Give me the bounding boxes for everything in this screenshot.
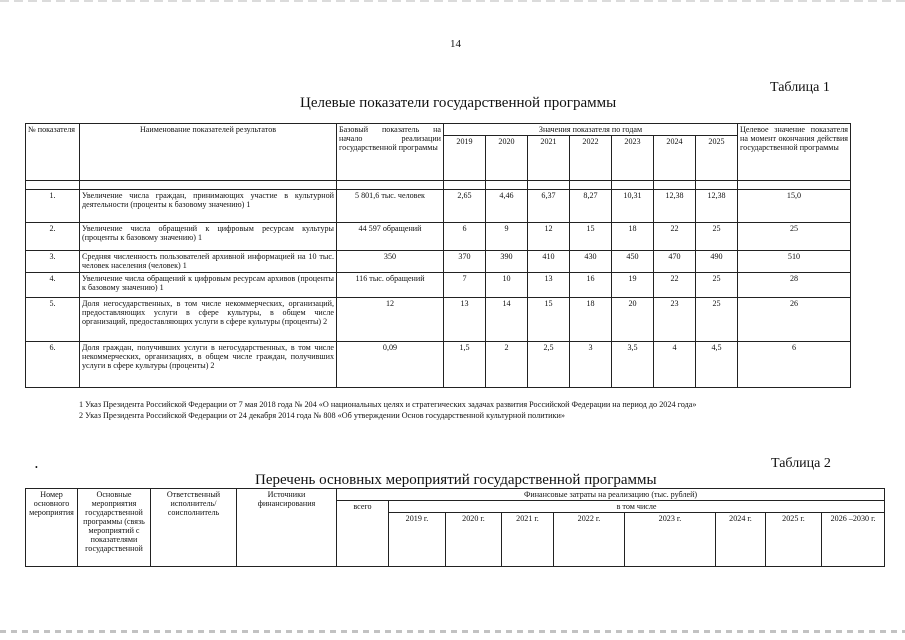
row-value: 410 xyxy=(528,250,570,272)
header-year: 2023 xyxy=(612,136,654,181)
row-target: 25 xyxy=(738,222,851,250)
column-number xyxy=(444,180,486,189)
table-row xyxy=(26,190,851,222)
t2-header-executor: Ответственный исполнитель/соисполнитель xyxy=(151,489,237,567)
header-target: Целевое значение показателя на момент окончания действия государственной программы xyxy=(738,124,851,181)
row-value: 2,5 xyxy=(528,342,570,388)
row-value: 8,27 xyxy=(570,190,612,222)
row-base: 0,09 xyxy=(337,342,444,388)
t2-header-year: 2025 г. xyxy=(766,513,822,567)
row-value: 12,38 xyxy=(696,190,738,222)
bullet-mark: • xyxy=(35,463,38,472)
row-value: 23 xyxy=(654,297,696,342)
row-value: 19 xyxy=(612,273,654,297)
row-value: 25 xyxy=(696,222,738,250)
header-num: № показателя xyxy=(26,124,80,181)
header-values-group: Значения показателя по годам xyxy=(444,124,738,136)
column-number xyxy=(654,180,696,189)
row-name: Средняя численность пользователей архивной информацией на 10 тыс. человек населения (человек) 1 xyxy=(80,250,337,272)
row-value: 15 xyxy=(570,222,612,250)
t2-header-measures: Основные мероприятия государственной программы (связь мероприятий с показателями государственной xyxy=(78,489,151,567)
scan-bottom-edge xyxy=(0,630,905,633)
row-target: 15,0 xyxy=(738,190,851,222)
row-num: 5. xyxy=(26,297,80,342)
column-number xyxy=(486,180,528,189)
table-row xyxy=(26,222,851,250)
t2-header-year: 2024 г. xyxy=(716,513,766,567)
row-value: 13 xyxy=(528,273,570,297)
row-base: 12 xyxy=(337,297,444,342)
row-value: 430 xyxy=(570,250,612,272)
header-year: 2025 xyxy=(696,136,738,181)
main-measures-table xyxy=(25,488,885,567)
row-value: 2,65 xyxy=(444,190,486,222)
t2-header-including: в том числе xyxy=(389,501,885,513)
t2-header-num: Номер основного мероприятия xyxy=(26,489,78,567)
row-value: 490 xyxy=(696,250,738,272)
row-value: 3,5 xyxy=(612,342,654,388)
row-value: 450 xyxy=(612,250,654,272)
row-value: 12 xyxy=(528,222,570,250)
t2-header-year: 2023 г. xyxy=(625,513,716,567)
row-value: 15 xyxy=(528,297,570,342)
row-name: Увеличение числа граждан, принимающих участие в культурной деятельности (проценты к базовому значению) 1 xyxy=(80,190,337,222)
t2-header-year: 2022 г. xyxy=(554,513,625,567)
header-base: Базовый показатель на начало реализации государственной программы xyxy=(337,124,444,181)
row-value: 9 xyxy=(486,222,528,250)
header-year: 2022 xyxy=(570,136,612,181)
header-year: 2021 xyxy=(528,136,570,181)
row-value: 12,38 xyxy=(654,190,696,222)
footnote-2: 2 Указ Президента Российской Федерации от 24 декабря 2014 года № 808 «Об утверждении Основ государственной культурной политики» xyxy=(79,411,565,420)
header-year: 2024 xyxy=(654,136,696,181)
header-year: 2020 xyxy=(486,136,528,181)
row-name: Доля негосударственных, в том числе некоммерческих, организаций, предоставляющих услуги в сфере культуры, в общем числе организаций, предоставляющих услуги в сфере культуры (проценты) 2 xyxy=(80,297,337,342)
column-number xyxy=(26,180,80,189)
row-base: 350 xyxy=(337,250,444,272)
table-row xyxy=(26,273,851,297)
row-value: 14 xyxy=(486,297,528,342)
row-value: 2 xyxy=(486,342,528,388)
row-value: 13 xyxy=(444,297,486,342)
column-number xyxy=(570,180,612,189)
target-indicators-table xyxy=(25,123,851,388)
t2-header-year: 2021 г. xyxy=(502,513,554,567)
row-value: 10,31 xyxy=(612,190,654,222)
row-target: 6 xyxy=(738,342,851,388)
row-base: 44 597 обращений xyxy=(337,222,444,250)
row-target: 26 xyxy=(738,297,851,342)
row-value: 1,5 xyxy=(444,342,486,388)
t2-header-sources: Источники финансирования xyxy=(237,489,337,567)
t2-header-total: всего xyxy=(337,501,389,567)
t2-header-year: 2020 г. xyxy=(446,513,502,567)
row-value: 25 xyxy=(696,297,738,342)
row-name: Увеличение числа обращений к цифровым ресурсам архивов (проценты к базовому значению) 1 xyxy=(80,273,337,297)
header-name: Наименование показателей результатов xyxy=(80,124,337,181)
row-base: 116 тыс. обращений xyxy=(337,273,444,297)
footnote-1: 1 Указ Президента Российской Федерации от 7 мая 2018 года № 204 «О национальных целях и стратегических задачах развития Российской Федерации на период до 2024 года» xyxy=(79,400,697,409)
column-number xyxy=(612,180,654,189)
row-value: 4,46 xyxy=(486,190,528,222)
page-number: 14 xyxy=(450,38,461,50)
row-num: 2. xyxy=(26,222,80,250)
column-number xyxy=(738,180,851,189)
row-value: 10 xyxy=(486,273,528,297)
table1-label: Таблица 1 xyxy=(770,80,830,95)
row-value: 20 xyxy=(612,297,654,342)
row-num: 4. xyxy=(26,273,80,297)
column-number xyxy=(528,180,570,189)
row-value: 4,5 xyxy=(696,342,738,388)
t2-header-year: 2026 –2030 г. xyxy=(822,513,885,567)
column-number xyxy=(337,180,444,189)
row-target: 510 xyxy=(738,250,851,272)
t2-header-year: 2019 г. xyxy=(389,513,446,567)
row-base: 5 801,6 тыс. человек xyxy=(337,190,444,222)
header-year: 2019 xyxy=(444,136,486,181)
row-num: 1. xyxy=(26,190,80,222)
row-value: 4 xyxy=(654,342,696,388)
row-value: 390 xyxy=(486,250,528,272)
row-value: 470 xyxy=(654,250,696,272)
table2-title: Перечень основных мероприятий государственной программы xyxy=(255,472,657,488)
scan-top-edge xyxy=(0,0,905,2)
column-number xyxy=(696,180,738,189)
table-row xyxy=(26,342,851,388)
table1-title: Целевые показатели государственной программы xyxy=(300,95,617,111)
row-value: 22 xyxy=(654,222,696,250)
row-num: 6. xyxy=(26,342,80,388)
row-value: 16 xyxy=(570,273,612,297)
table2-label: Таблица 2 xyxy=(771,456,831,471)
t2-header-finance: Финансовые затраты на реализацию (тыс. рублей) xyxy=(337,489,885,501)
row-value: 7 xyxy=(444,273,486,297)
row-value: 22 xyxy=(654,273,696,297)
row-target: 28 xyxy=(738,273,851,297)
row-value: 25 xyxy=(696,273,738,297)
row-name: Доля граждан, получивших услуги в негосударственных, в том числе некоммерческих, организациях, в общем числе граждан, получивших услуги в сфере культуры (проценты) 2 xyxy=(80,342,337,388)
row-name: Увеличение числа обращений к цифровым ресурсам культуры (проценты к базовому значению) 1 xyxy=(80,222,337,250)
row-value: 18 xyxy=(612,222,654,250)
table-row xyxy=(26,250,851,272)
column-number xyxy=(80,180,337,189)
table-row xyxy=(26,297,851,342)
row-value: 18 xyxy=(570,297,612,342)
row-value: 6 xyxy=(444,222,486,250)
row-value: 6,37 xyxy=(528,190,570,222)
row-value: 370 xyxy=(444,250,486,272)
row-value: 3 xyxy=(570,342,612,388)
row-num: 3. xyxy=(26,250,80,272)
